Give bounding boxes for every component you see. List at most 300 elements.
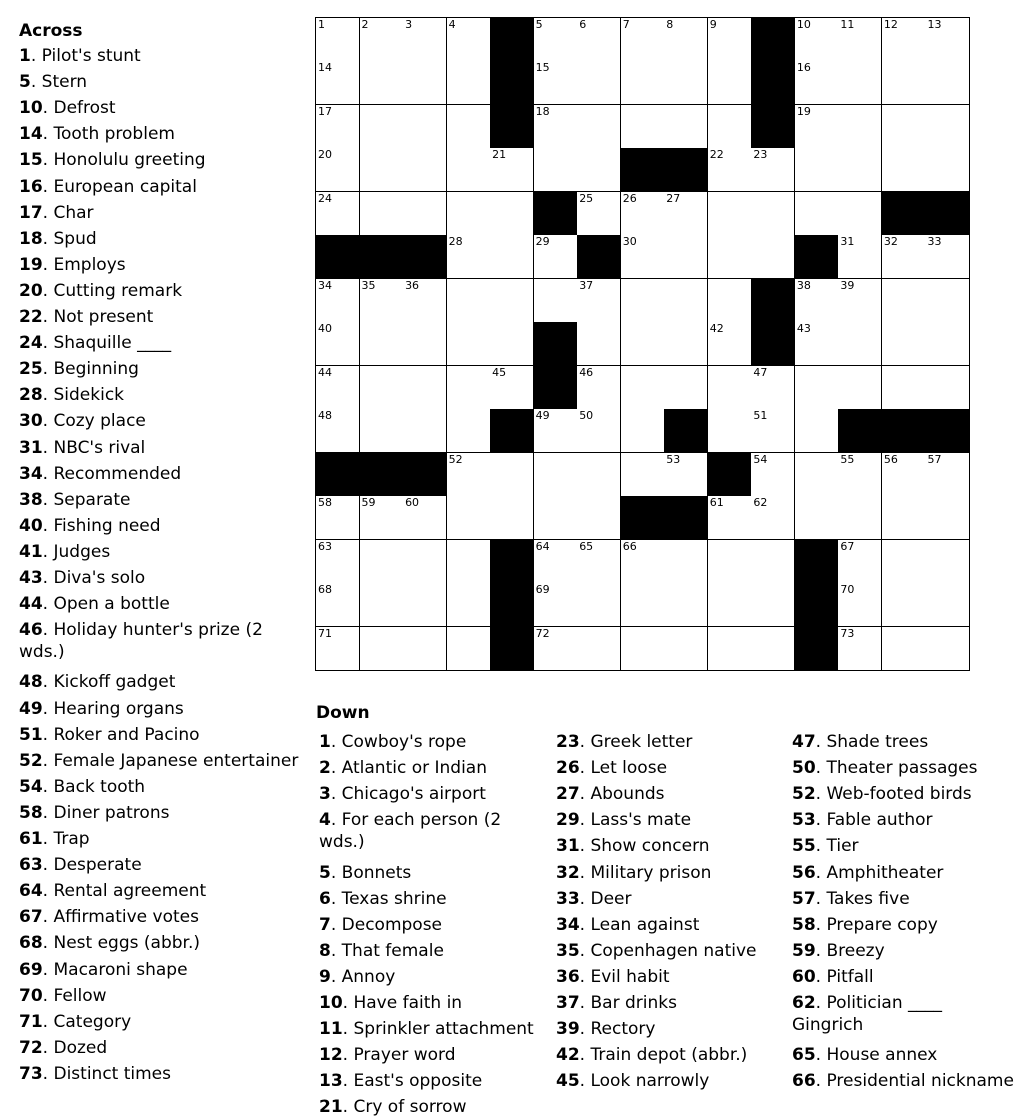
clue-text: Holiday hunter's prize (2 <box>53 620 263 641</box>
clue-item: 72. Dozed <box>19 1037 108 1058</box>
grid-cell[interactable] <box>490 453 534 497</box>
grid-cell[interactable] <box>490 366 534 410</box>
cell-number: 1 <box>318 18 325 31</box>
grid-cell[interactable] <box>403 583 447 627</box>
grid-cell[interactable] <box>751 148 795 192</box>
clue-number: 72 <box>19 1037 43 1058</box>
grid-cell[interactable] <box>577 496 621 540</box>
clue-item: 14. Tooth problem <box>19 124 175 145</box>
cell-number: 42 <box>709 322 724 336</box>
grid-block <box>664 148 708 192</box>
clue-text: Fishing need <box>53 515 161 536</box>
grid-block <box>490 540 534 584</box>
grid-cell[interactable] <box>621 235 665 279</box>
grid-cell[interactable] <box>316 627 360 670</box>
grid-cell[interactable] <box>882 279 926 323</box>
grid-block <box>751 18 795 62</box>
clue-number: 53 <box>792 810 816 831</box>
grid-cell[interactable] <box>708 409 752 453</box>
grid-cell[interactable] <box>360 496 404 540</box>
grid-cell[interactable] <box>621 627 665 670</box>
grid-cell[interactable] <box>795 192 839 236</box>
grid-cell[interactable] <box>664 627 708 670</box>
grid-cell[interactable] <box>664 583 708 627</box>
clue-text: Char <box>53 202 94 223</box>
grid-cell[interactable] <box>621 540 665 584</box>
clue-number: 14 <box>19 124 43 145</box>
grid-cell[interactable] <box>403 409 447 453</box>
grid-cell[interactable] <box>621 279 665 323</box>
grid-cell[interactable] <box>577 322 621 366</box>
grid-cell[interactable] <box>925 583 969 627</box>
cell-number: 12 <box>883 18 898 31</box>
grid-cell[interactable] <box>838 105 882 149</box>
clue-number: 19 <box>19 254 43 275</box>
clue-item: 51. Roker and Pacino <box>19 724 200 745</box>
grid-block <box>403 453 447 497</box>
grid-cell[interactable] <box>664 235 708 279</box>
grid-cell[interactable] <box>534 540 578 584</box>
grid-cell[interactable] <box>664 192 708 236</box>
grid-block <box>795 627 839 670</box>
grid-block <box>360 235 404 279</box>
clue-text: Chicago's airport <box>341 784 486 805</box>
grid-cell[interactable] <box>577 105 621 149</box>
clue-item: 30. Cozy place <box>19 411 146 432</box>
grid-cell[interactable] <box>316 279 360 323</box>
grid-cell[interactable] <box>577 583 621 627</box>
grid-cell[interactable] <box>664 279 708 323</box>
clue-number: 21 <box>319 1097 343 1118</box>
grid-cell[interactable] <box>316 366 360 410</box>
grid-cell[interactable] <box>882 61 926 105</box>
grid-cell[interactable] <box>621 583 665 627</box>
grid-cell[interactable] <box>447 235 491 279</box>
grid-cell[interactable] <box>577 409 621 453</box>
grid-cell[interactable] <box>838 583 882 627</box>
cell-number: 68 <box>318 583 332 597</box>
clue-text: Cry of sorrow <box>353 1097 467 1118</box>
clue-item: 45. Look narrowly <box>556 1071 710 1092</box>
clue-item: 23. Greek letter <box>556 732 693 752</box>
grid-cell[interactable] <box>403 366 447 410</box>
grid-cell[interactable] <box>403 18 447 62</box>
grid-cell[interactable] <box>447 192 491 236</box>
grid-cell[interactable] <box>795 453 839 497</box>
clue-item: 65. House annex <box>792 1045 938 1066</box>
grid-cell[interactable] <box>708 366 752 410</box>
grid-cell[interactable] <box>925 18 969 62</box>
grid-cell[interactable] <box>577 192 621 236</box>
down-heading: Down <box>316 703 370 723</box>
grid-cell[interactable] <box>838 279 882 323</box>
clue-text: Rectory <box>590 1019 656 1040</box>
grid-cell[interactable] <box>490 192 534 236</box>
grid-cell[interactable] <box>795 148 839 192</box>
grid-cell[interactable] <box>534 583 578 627</box>
grid-cell[interactable] <box>447 105 491 149</box>
cell-number: 53 <box>666 452 681 466</box>
clue-item: 24. Shaquille ____ <box>19 333 172 354</box>
grid-cell[interactable] <box>360 105 404 149</box>
grid-cell[interactable] <box>534 627 578 670</box>
grid-cell[interactable] <box>751 496 795 540</box>
clue-number: 54 <box>19 776 43 797</box>
grid-cell[interactable] <box>838 235 882 279</box>
grid-cell[interactable] <box>621 18 665 62</box>
grid-cell[interactable] <box>447 279 491 323</box>
grid-cell[interactable] <box>708 583 752 627</box>
clue-number: 1 <box>19 46 31 66</box>
crossword-grid <box>315 17 970 671</box>
grid-cell[interactable] <box>882 627 926 670</box>
grid-cell[interactable] <box>882 453 926 497</box>
grid-cell[interactable] <box>316 409 360 453</box>
clue-item: 5. Stern <box>19 72 88 93</box>
grid-cell[interactable] <box>708 496 752 540</box>
grid-cell[interactable] <box>316 540 360 584</box>
cell-number: 14 <box>318 61 332 75</box>
grid-cell[interactable] <box>751 366 795 410</box>
cell-number: 22 <box>709 148 724 162</box>
grid-cell[interactable] <box>403 540 447 584</box>
clue-number: 29 <box>556 810 580 831</box>
grid-cell[interactable] <box>447 61 491 105</box>
cell-number: 24 <box>318 191 332 205</box>
clue-text: Amphitheater <box>826 862 944 883</box>
clue-text: Dozed <box>53 1037 108 1058</box>
clue-item: 48. Kickoff gadget <box>19 672 176 693</box>
grid-cell[interactable] <box>664 453 708 497</box>
clue-item: 59. Breezy <box>792 940 885 961</box>
clue-number: 55 <box>792 836 816 857</box>
grid-cell[interactable] <box>664 322 708 366</box>
grid-cell[interactable] <box>925 148 969 192</box>
grid-cell[interactable] <box>664 366 708 410</box>
grid-cell[interactable] <box>621 192 665 236</box>
grid-cell[interactable] <box>403 322 447 366</box>
grid-cell[interactable] <box>882 105 926 149</box>
grid-cell[interactable] <box>751 583 795 627</box>
grid-cell[interactable] <box>751 453 795 497</box>
clue-text: Affirmative votes <box>53 907 199 928</box>
cell-number: 73 <box>840 626 855 640</box>
grid-cell[interactable] <box>925 627 969 670</box>
grid-cell[interactable] <box>795 105 839 149</box>
grid-cell[interactable] <box>447 409 491 453</box>
grid-cell[interactable] <box>925 540 969 584</box>
grid-cell[interactable] <box>708 627 752 670</box>
grid-cell[interactable] <box>882 496 926 540</box>
clue-text: Decompose <box>341 914 443 935</box>
clue-item: 31. NBC's rival <box>19 437 146 458</box>
grid-cell[interactable] <box>316 105 360 149</box>
grid-cell[interactable] <box>534 453 578 497</box>
cell-number: 40 <box>318 322 332 336</box>
grid-cell[interactable] <box>708 192 752 236</box>
clue-number: 17 <box>19 202 43 223</box>
clue-item: 68. Nest eggs (abbr.) <box>19 933 200 954</box>
grid-cell[interactable] <box>838 496 882 540</box>
clue-text: Breezy <box>826 940 885 961</box>
grid-cell[interactable] <box>316 18 360 62</box>
grid-cell[interactable] <box>795 18 839 62</box>
clue-text: Cowboy's rope <box>341 732 467 752</box>
grid-cell[interactable] <box>925 496 969 540</box>
grid-cell[interactable] <box>534 61 578 105</box>
cell-number: 72 <box>535 626 550 640</box>
grid-block <box>795 540 839 584</box>
grid-cell[interactable] <box>360 366 404 410</box>
grid-cell[interactable] <box>708 18 752 62</box>
clue-text: Pitfall <box>826 966 874 987</box>
grid-cell[interactable] <box>316 148 360 192</box>
grid-block <box>751 105 795 149</box>
grid-cell[interactable] <box>316 496 360 540</box>
cell-number: 46 <box>579 365 594 379</box>
grid-cell[interactable] <box>534 148 578 192</box>
grid-cell[interactable] <box>925 105 969 149</box>
grid-cell[interactable] <box>621 453 665 497</box>
clue-text: Back tooth <box>53 776 146 797</box>
grid-cell[interactable] <box>882 18 926 62</box>
grid-cell[interactable] <box>795 366 839 410</box>
grid-cell[interactable] <box>490 235 534 279</box>
grid-cell[interactable] <box>664 540 708 584</box>
grid-cell[interactable] <box>925 366 969 410</box>
grid-block <box>751 322 795 366</box>
grid-cell[interactable] <box>577 18 621 62</box>
cell-number: 5 <box>535 18 543 31</box>
grid-cell[interactable] <box>838 540 882 584</box>
grid-cell[interactable] <box>316 192 360 236</box>
grid-cell[interactable] <box>882 148 926 192</box>
grid-cell[interactable] <box>447 366 491 410</box>
clue-item: 63. Desperate <box>19 855 142 876</box>
grid-cell[interactable] <box>708 105 752 149</box>
clue-item: 7. Decompose <box>319 914 443 935</box>
clue-number: 39 <box>556 1019 580 1040</box>
grid-block <box>403 235 447 279</box>
grid-cell[interactable] <box>838 627 882 670</box>
grid-cell[interactable] <box>621 105 665 149</box>
grid-cell[interactable] <box>534 496 578 540</box>
grid-cell[interactable] <box>577 61 621 105</box>
grid-block <box>490 583 534 627</box>
clue-number: 52 <box>19 750 43 771</box>
grid-cell[interactable] <box>360 192 404 236</box>
clue-number: 48 <box>19 672 43 693</box>
grid-cell[interactable] <box>447 627 491 670</box>
clue-number: 69 <box>19 959 43 980</box>
grid-cell[interactable] <box>360 583 404 627</box>
grid-cell[interactable] <box>751 540 795 584</box>
grid-cell[interactable] <box>838 192 882 236</box>
grid-cell[interactable] <box>447 148 491 192</box>
clue-number: 13 <box>319 1071 343 1092</box>
clue-item: 64. Rental agreement <box>19 881 207 902</box>
grid-cell[interactable] <box>316 61 360 105</box>
cell-number: 9 <box>709 18 717 31</box>
grid-cell[interactable] <box>708 235 752 279</box>
grid-block <box>925 409 969 453</box>
grid-cell[interactable] <box>882 540 926 584</box>
grid-cell[interactable] <box>577 279 621 323</box>
grid-cell[interactable] <box>447 583 491 627</box>
grid-cell[interactable] <box>360 540 404 584</box>
grid-block <box>490 105 534 149</box>
grid-cell[interactable] <box>708 279 752 323</box>
grid-cell[interactable] <box>708 322 752 366</box>
grid-block <box>795 235 839 279</box>
grid-cell[interactable] <box>795 322 839 366</box>
grid-block <box>360 453 404 497</box>
grid-cell[interactable] <box>838 148 882 192</box>
cell-number: 38 <box>796 278 811 292</box>
grid-cell[interactable] <box>621 61 665 105</box>
grid-cell[interactable] <box>795 279 839 323</box>
grid-cell[interactable] <box>925 322 969 366</box>
grid-cell[interactable] <box>403 192 447 236</box>
grid-cell[interactable] <box>447 540 491 584</box>
grid-cell[interactable] <box>534 279 578 323</box>
clue-text: Beginning <box>53 359 139 380</box>
clue-item: 1. Pilot's stunt <box>19 46 141 66</box>
grid-cell[interactable] <box>838 453 882 497</box>
grid-cell[interactable] <box>403 61 447 105</box>
grid-cell[interactable] <box>447 18 491 62</box>
grid-cell[interactable] <box>882 235 926 279</box>
grid-cell[interactable] <box>621 366 665 410</box>
grid-cell[interactable] <box>925 279 969 323</box>
grid-block <box>838 409 882 453</box>
grid-cell[interactable] <box>838 366 882 410</box>
clue-number: 27 <box>556 784 580 805</box>
clue-text: East's opposite <box>353 1071 483 1092</box>
grid-cell[interactable] <box>838 18 882 62</box>
grid-cell[interactable] <box>664 105 708 149</box>
clue-item: 35. Copenhagen native <box>556 940 757 961</box>
cell-number: 63 <box>318 539 332 553</box>
grid-cell[interactable] <box>577 540 621 584</box>
grid-block <box>577 235 621 279</box>
grid-cell[interactable] <box>534 18 578 62</box>
grid-cell[interactable] <box>882 583 926 627</box>
grid-cell[interactable] <box>838 322 882 366</box>
clue-text: Fellow <box>53 985 107 1006</box>
grid-cell[interactable] <box>534 105 578 149</box>
grid-cell[interactable] <box>621 409 665 453</box>
clue-number: 31 <box>19 437 43 458</box>
grid-cell[interactable] <box>403 148 447 192</box>
grid-cell[interactable] <box>490 496 534 540</box>
clue-number: 23 <box>556 732 580 752</box>
cell-number: 4 <box>448 18 456 31</box>
grid-block <box>751 61 795 105</box>
grid-cell[interactable] <box>447 496 491 540</box>
cell-number: 13 <box>927 18 942 31</box>
clue-number: 33 <box>556 888 580 909</box>
grid-cell[interactable] <box>316 322 360 366</box>
grid-cell[interactable] <box>447 322 491 366</box>
grid-cell[interactable] <box>534 409 578 453</box>
clue-text: Kickoff gadget <box>53 672 176 693</box>
grid-cell[interactable] <box>360 148 404 192</box>
grid-cell[interactable] <box>490 279 534 323</box>
grid-cell[interactable] <box>490 148 534 192</box>
grid-cell[interactable] <box>925 453 969 497</box>
grid-cell[interactable] <box>795 496 839 540</box>
grid-cell[interactable] <box>664 61 708 105</box>
grid-cell[interactable] <box>882 366 926 410</box>
grid-cell[interactable] <box>708 540 752 584</box>
clue-number: 24 <box>19 333 43 354</box>
grid-block <box>534 192 578 236</box>
grid-cell[interactable] <box>403 279 447 323</box>
clue-item: 9. Annoy <box>319 966 396 987</box>
grid-cell[interactable] <box>577 627 621 670</box>
grid-cell[interactable] <box>751 627 795 670</box>
clue-text: Employs <box>53 254 126 275</box>
clue-item: 34. Recommended <box>19 463 182 484</box>
grid-cell[interactable] <box>621 322 665 366</box>
cell-number: 19 <box>796 104 811 118</box>
cell-number: 64 <box>535 539 550 553</box>
grid-cell[interactable] <box>751 409 795 453</box>
cell-number: 20 <box>318 148 332 162</box>
clue-text: Roker and Pacino <box>53 724 200 745</box>
grid-cell[interactable] <box>795 61 839 105</box>
grid-cell[interactable] <box>925 61 969 105</box>
grid-cell[interactable] <box>360 409 404 453</box>
grid-cell[interactable] <box>577 366 621 410</box>
grid-cell[interactable] <box>360 627 404 670</box>
grid-cell[interactable] <box>664 18 708 62</box>
grid-cell[interactable] <box>403 496 447 540</box>
cell-number: 39 <box>840 278 855 292</box>
grid-cell[interactable] <box>360 279 404 323</box>
grid-cell[interactable] <box>751 235 795 279</box>
clue-text: Let loose <box>590 758 668 779</box>
grid-cell[interactable] <box>360 61 404 105</box>
grid-cell[interactable] <box>795 409 839 453</box>
grid-cell[interactable] <box>925 235 969 279</box>
clue-number: 60 <box>792 966 816 987</box>
cell-number: 44 <box>318 365 332 379</box>
grid-cell[interactable] <box>882 322 926 366</box>
clue-number: 34 <box>19 463 43 484</box>
cell-number: 69 <box>535 583 550 597</box>
grid-cell[interactable] <box>403 105 447 149</box>
grid-cell[interactable] <box>360 322 404 366</box>
grid-cell[interactable] <box>490 322 534 366</box>
clue-number: 8 <box>319 940 331 961</box>
grid-cell[interactable] <box>708 148 752 192</box>
grid-cell[interactable] <box>360 18 404 62</box>
grid-cell[interactable] <box>534 235 578 279</box>
grid-block <box>621 148 665 192</box>
grid-cell[interactable] <box>316 583 360 627</box>
grid-cell[interactable] <box>447 453 491 497</box>
grid-cell[interactable] <box>403 627 447 670</box>
grid-cell[interactable] <box>577 148 621 192</box>
grid-cell[interactable] <box>751 192 795 236</box>
grid-cell[interactable] <box>577 453 621 497</box>
clue-text: Tier <box>826 836 859 857</box>
grid-cell[interactable] <box>838 61 882 105</box>
grid-cell[interactable] <box>708 61 752 105</box>
clue-text: Fable author <box>826 810 933 831</box>
